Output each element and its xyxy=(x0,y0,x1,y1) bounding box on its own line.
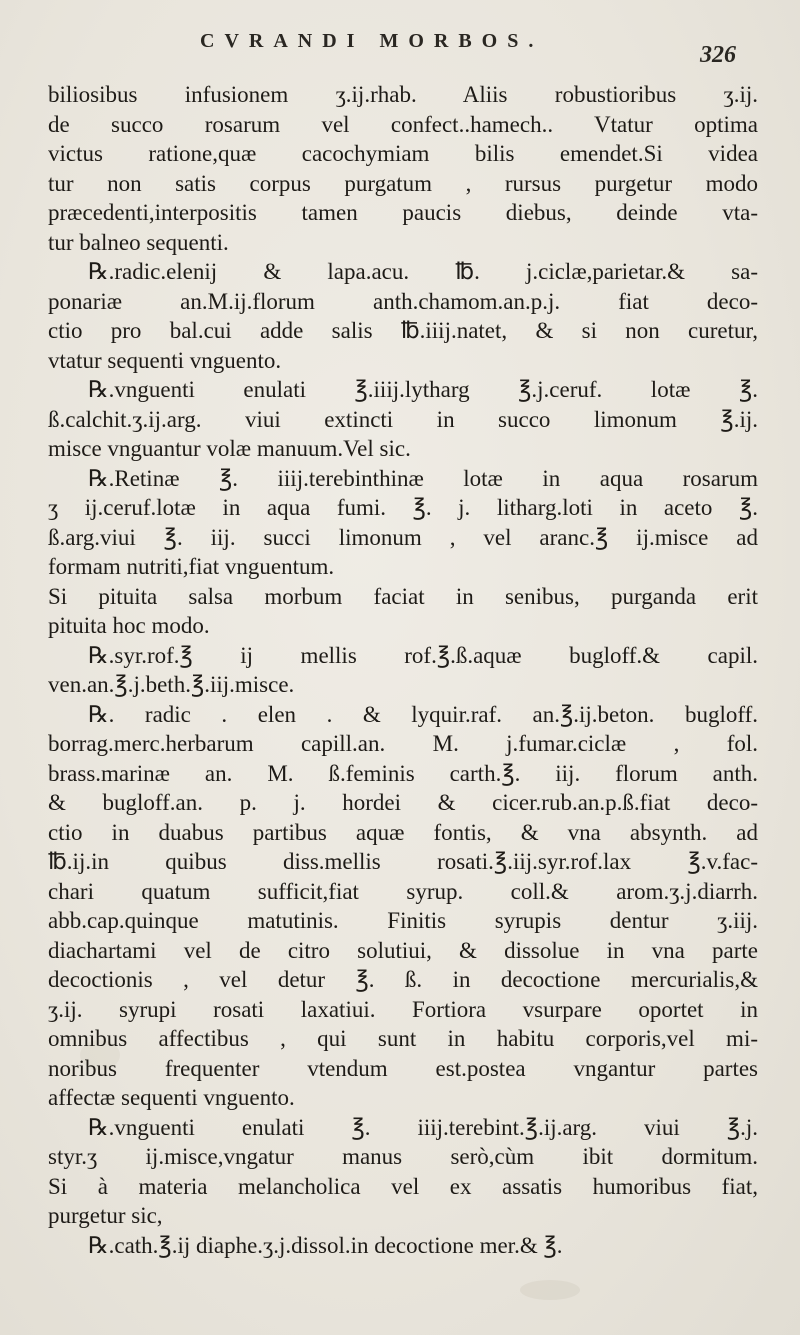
text-line: victus ratione,quæ cacochymiam bilis emendet.Si videa xyxy=(48,141,758,166)
running-head: CVRANDI MORBOS. xyxy=(200,30,544,52)
text-line: borrag.merc.herbarum capill.an. M. j.fumar.ciclæ , fol. xyxy=(48,731,758,756)
recipe-line: ℞.cath.℥.ij diaphe.ʒ.j.dissol.in decoctione mer.& ℥. xyxy=(88,1232,563,1258)
text-line: decoctionis , vel detur ℥. ß. in decoctione mercurialis,& xyxy=(48,967,758,992)
text-line: biliosibus infusionem ʒ.ij.rhab. Aliis robustioribus ʒ.ij. xyxy=(48,82,758,107)
body-text xyxy=(48,80,758,1260)
recipe-line: ℞. radic . elen . & lyquir.raf. an.℥.ij.beton. bugloff. xyxy=(88,701,758,727)
text-line: Si à materia melancholica vel ex assatis humoribus fiat, xyxy=(48,1173,758,1199)
text-line: de succo rosarum vel confect..hamech.. Vtatur optima xyxy=(48,111,758,137)
text-line: omnibus affectibus , qui sunt in habitu corporis,vel mi- xyxy=(48,1026,758,1051)
text-line: tur non satis corpus purgatum , rursus purgetur modo xyxy=(48,170,758,196)
text-line: diachartami vel de citro solutiui, & dissolue in vna parte xyxy=(48,937,758,963)
text-line: ℔.ij.in quibus diss.mellis rosati.℥.iij.syr.rof.lax ℥.v.fac- xyxy=(48,849,758,874)
text-line: ß.arg.viui ℥. iij. succi limonum , vel aranc.℥ ij.misce ad xyxy=(48,524,758,550)
text-line: purgetur sic, xyxy=(48,1203,163,1228)
page-header xyxy=(0,22,800,72)
text-line: ponariæ an.M.ij.florum anth.chamom.an.p.j. fiat deco- xyxy=(48,288,758,314)
text-line: formam nutriti,fiat vnguentum. xyxy=(48,554,335,579)
text-line: tur balneo sequenti. xyxy=(48,229,229,255)
text-line: pituita hoc modo. xyxy=(48,613,210,638)
text-line: Si pituita salsa morbum faciat in senibus, purganda erit xyxy=(48,583,758,609)
paper-stain xyxy=(520,1280,580,1300)
text-line: brass.marinæ an. M. ß.feminis carth.℥. iij. florum anth. xyxy=(48,760,758,786)
text-line: præcedenti,interpositis tamen paucis diebus, deinde vta- xyxy=(48,200,758,225)
recipe-line: ℞.radic.elenij & lapa.acu. ℔. j.ciclæ,parietar.& sa- xyxy=(88,259,758,284)
recipe-line: ℞.vnguenti enulati ℥.iiij.lytharg ℥.j.ceruf. lotæ ℥. xyxy=(88,377,758,402)
text-line: abb.cap.quinque matutinis. Finitis syrupis dentur ʒ.iij. xyxy=(48,908,758,933)
text-line: ʒ.ij. syrupi rosati laxatiui. Fortiora vsurpare oportet in xyxy=(48,996,758,1022)
page-number: 326 xyxy=(700,42,736,68)
text-line: ctio in duabus partibus aquæ fontis, & vna absynth. ad xyxy=(48,819,758,845)
text-line: & bugloff.an. p. j. hordei & cicer.rub.an.p.ß.fiat deco- xyxy=(48,790,758,815)
text-line: vtatur sequenti vnguento. xyxy=(48,347,282,373)
text-line: noribus frequenter vtendum est.postea vngantur partes xyxy=(48,1055,758,1081)
recipe-line: ℞.vnguenti enulati ℥. iiij.terebint.℥.ij.arg. viui ℥.j. xyxy=(88,1114,758,1140)
recipe-line: ℞.Retinæ ℥. iiij.terebinthinæ lotæ in aqua rosarum xyxy=(88,465,758,491)
text-line: ctio pro bal.cui adde salis ℔.iiij.natet, & si non curetur, xyxy=(48,318,758,343)
recipe-line: ℞.syr.rof.℥ ij mellis rof.℥.ß.aquæ bugloff.& capil. xyxy=(88,642,758,668)
text-line: ven.an.℥.j.beth.℥.iij.misce. xyxy=(48,672,295,697)
text-line: ʒ ij.ceruf.lotæ in aqua fumi. ℥. j. litharg.loti in aceto ℥. xyxy=(48,495,758,520)
text-line: ß.calchit.ʒ.ij.arg. viui extincti in succo limonum ℥.ij. xyxy=(48,406,758,432)
text-line: chari quatum sufficit,fiat syrup. coll.& arom.ʒ.j.diarrh. xyxy=(48,878,758,904)
text-line: styr.ʒ ij.misce,vngatur manus serò,cùm ibit dormitum. xyxy=(48,1144,758,1169)
text-line: misce vnguantur volæ manuum.Vel sic. xyxy=(48,436,411,461)
text-line: affectæ sequenti vnguento. xyxy=(48,1085,295,1110)
